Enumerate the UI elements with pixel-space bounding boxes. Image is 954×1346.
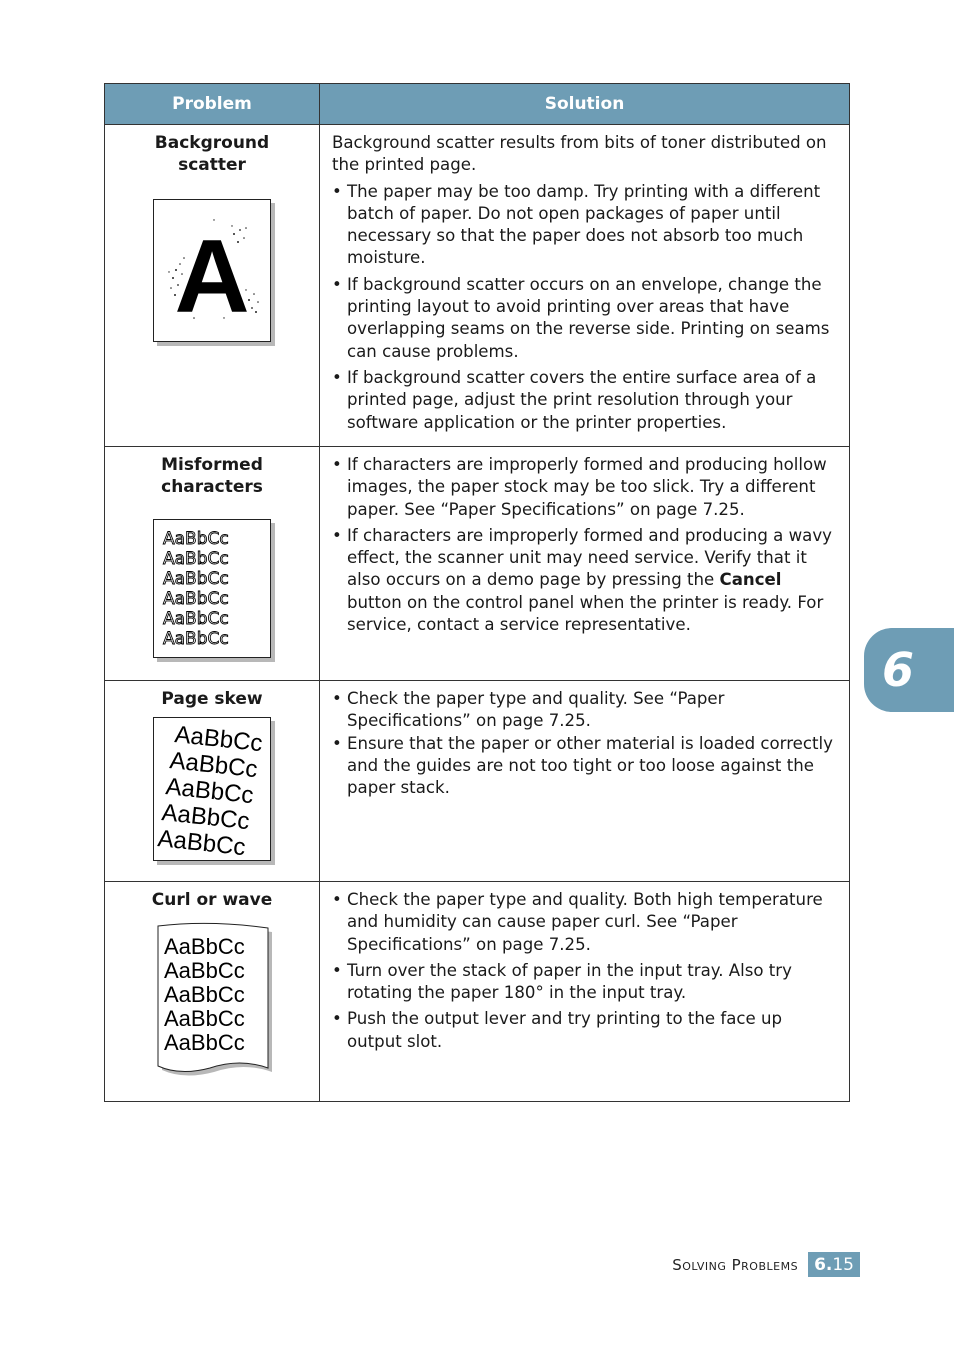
svg-text:AaBbCc: AaBbCc bbox=[164, 934, 245, 960]
svg-text:AaBbCc: AaBbCc bbox=[163, 608, 229, 629]
svg-text:AaBbCc: AaBbCc bbox=[163, 568, 229, 589]
skew-illustration bbox=[154, 718, 270, 860]
list-item: • Check the paper type and quality. See “Paper Specifications” on page 7.25. bbox=[332, 689, 725, 731]
page-footer bbox=[672, 1252, 860, 1277]
solution-cell bbox=[320, 447, 849, 680]
problem-title: Curl or wave bbox=[151, 890, 273, 910]
svg-text:AaBbCc: AaBbCc bbox=[164, 982, 245, 1008]
problem-title: Misformed characters bbox=[161, 455, 263, 498]
svg-text:AaBbCc: AaBbCc bbox=[173, 721, 264, 758]
list-item: • Turn over the stack of paper in the input tray. Also try rotating the paper 180° in the input tray. bbox=[332, 960, 792, 1003]
scatter-illustration bbox=[154, 200, 270, 341]
svg-text:AaBbCc: AaBbCc bbox=[164, 1006, 245, 1032]
problem-cell bbox=[105, 681, 320, 881]
list-item: • The paper may be too damp. Try printing with a different batch of paper. Do not open packages of paper until necessary so that the paper does not absorb too much moisture. bbox=[332, 181, 821, 268]
problem-cell bbox=[105, 125, 320, 446]
troubleshooting-table bbox=[104, 83, 850, 1102]
svg-text:AaBbCc: AaBbCc bbox=[164, 1030, 245, 1056]
list-item: • Check the paper type and quality. Both high temperature and humidity can cause paper curl. See “Paper Specifications” on page 7.25. bbox=[332, 890, 823, 954]
solution-intro: Background scatter results from bits of toner distributed on the printed page. bbox=[332, 133, 827, 175]
list-item: • Ensure that the paper or other material is loaded correctly and the guides are not too tight or too loose against the paper stack. bbox=[332, 733, 833, 798]
svg-text:AaBbCc: AaBbCc bbox=[168, 747, 259, 784]
problem-title: Page skew bbox=[161, 689, 263, 709]
table-header bbox=[105, 84, 849, 125]
page-number: 6. 15 bbox=[808, 1252, 860, 1277]
list-item: • If background scatter occurs on an envelope, change the printing layout to avoid printing over areas that have overlapping seams on the reverse side. Printing on seams can cause problems. bbox=[332, 274, 830, 361]
misformed-characters-sample-image bbox=[153, 519, 271, 658]
svg-text:AaBbCc: AaBbCc bbox=[164, 958, 245, 984]
section-title: Solving Problems bbox=[672, 1255, 799, 1274]
problem-title: Background scatter bbox=[154, 133, 270, 176]
solution-cell bbox=[320, 681, 849, 881]
svg-text:AaBbCc: AaBbCc bbox=[163, 588, 229, 609]
svg-text:AaBbCc: AaBbCc bbox=[164, 773, 255, 810]
background-scatter-sample-image bbox=[153, 199, 271, 342]
list-item: • If characters are improperly formed and producing hollow images, the paper stock may be too slick. Try a different paper. See “Paper Specifications” on page 7.25. bbox=[332, 455, 827, 519]
solution-cell bbox=[320, 125, 849, 446]
header-problem: Problem bbox=[105, 84, 320, 124]
page-skew-sample-image bbox=[153, 717, 271, 861]
svg-text:AaBbCc: AaBbCc bbox=[163, 628, 229, 649]
svg-text:AaBbCc: AaBbCc bbox=[163, 548, 229, 569]
table-row bbox=[105, 882, 849, 1101]
header-solution: Solution bbox=[544, 94, 625, 114]
chapter-tab: 6 bbox=[864, 628, 954, 712]
svg-text:AaBbCc: AaBbCc bbox=[160, 799, 251, 836]
problem-cell bbox=[105, 447, 320, 680]
solution-cell bbox=[320, 882, 849, 1101]
problem-cell bbox=[105, 882, 320, 1101]
svg-text:AaBbCc: AaBbCc bbox=[163, 528, 229, 549]
svg-text:AaBbCc: AaBbCc bbox=[156, 825, 247, 861]
table-row bbox=[105, 447, 849, 681]
table-row bbox=[105, 125, 849, 447]
table-row bbox=[105, 681, 849, 882]
curl-illustration bbox=[150, 918, 274, 1076]
sample-letter: A bbox=[174, 218, 250, 335]
list-item: • If background scatter covers the entire surface area of a printed page, adjust the print resolution through your software application or the printer properties. bbox=[332, 367, 817, 432]
list-item: • Push the output lever and try printing to the face up output slot. bbox=[332, 1009, 783, 1051]
misformed-illustration bbox=[154, 520, 270, 657]
curl-or-wave-sample-image bbox=[150, 918, 274, 1076]
list-item: • If characters are improperly formed and producing a wavy effect, the scanner unit may need service. Verify that it also occurs on a demo page by pressing the Cancel button on the control panel when the printer is ready. For service, contact a service representative. bbox=[332, 525, 832, 635]
cancel-button-label: Cancel bbox=[719, 570, 782, 590]
